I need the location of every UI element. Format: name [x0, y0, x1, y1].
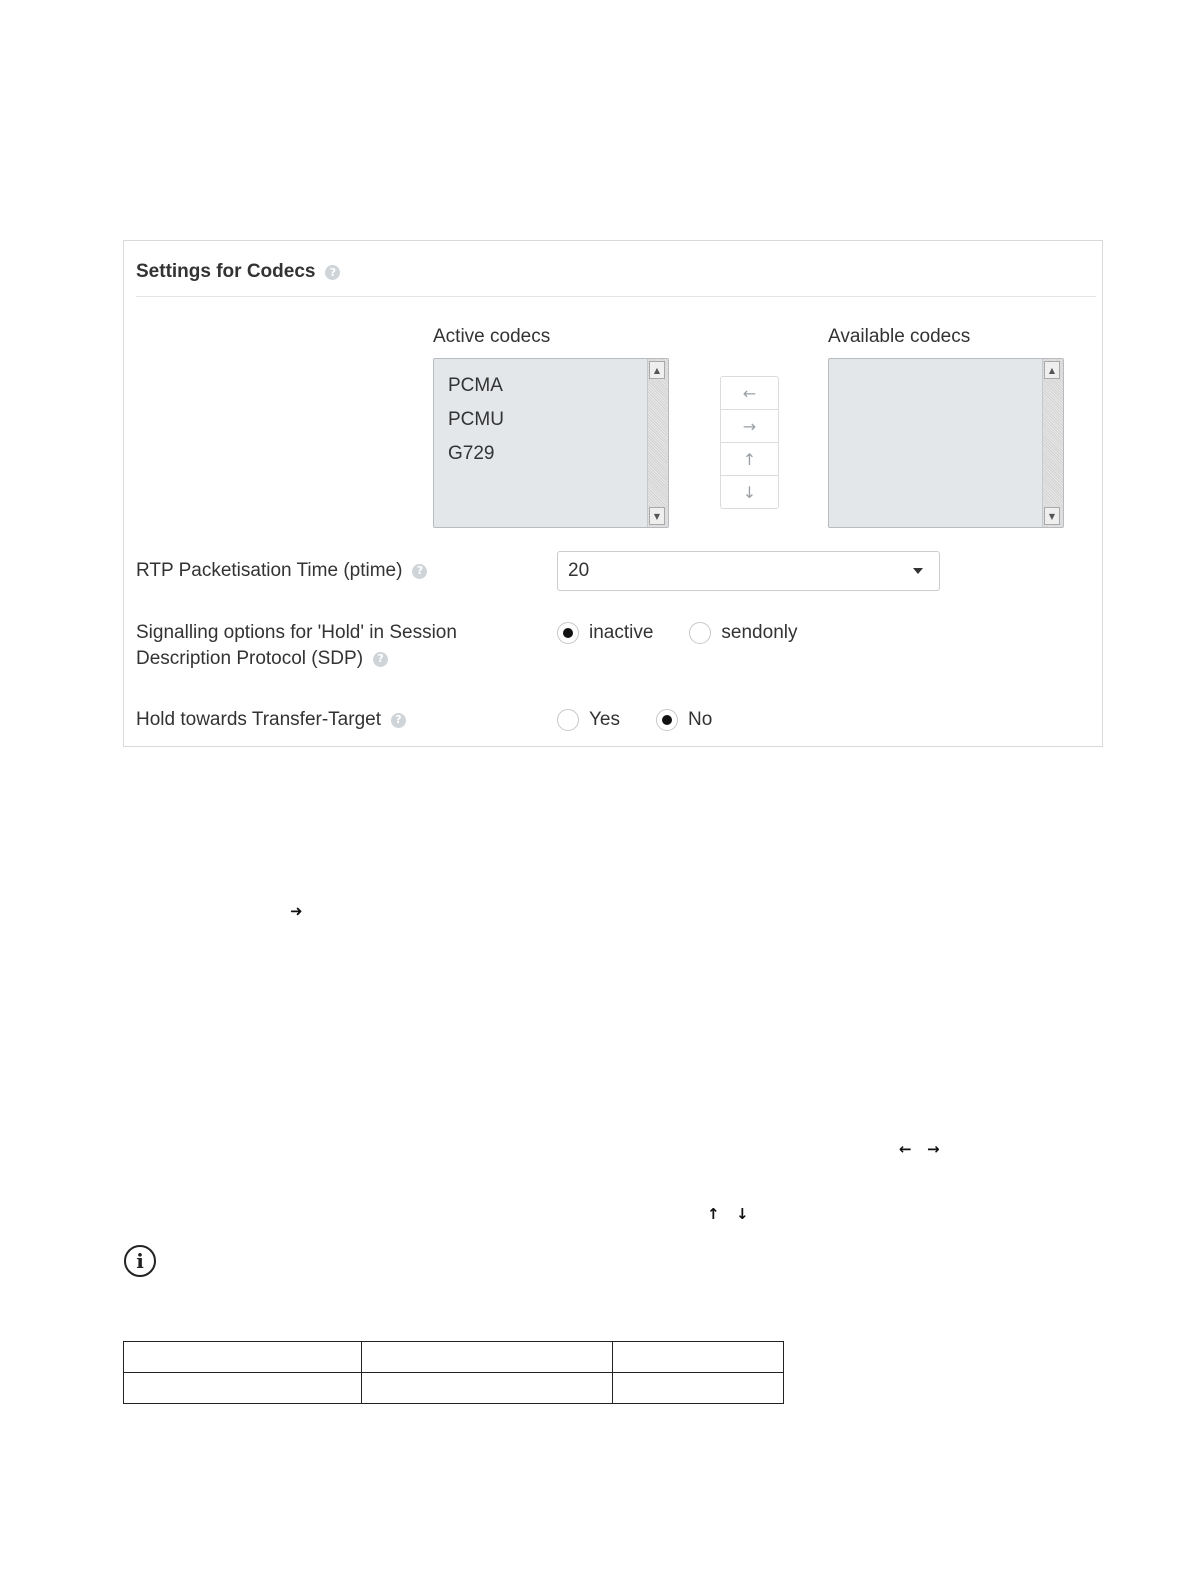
hold-sdp-label-line2-row: [136, 646, 457, 672]
ptime-value: 20: [568, 560, 590, 581]
table-row: [124, 1373, 784, 1404]
radio-label: Yes: [589, 709, 620, 730]
hold-sdp-label-line1: Signalling options for 'Hold' in Session: [136, 622, 457, 643]
scroll-down-icon[interactable]: ▼: [1044, 507, 1060, 525]
move-right-button[interactable]: →: [721, 410, 778, 443]
question-circle-icon[interactable]: ?: [391, 713, 406, 728]
available-codecs-label: Available codecs: [828, 326, 971, 347]
hold-sdp-option-sendonly[interactable]: [689, 622, 797, 644]
panel-title-text: Settings for Codecs: [136, 261, 316, 282]
active-codecs-list[interactable]: [433, 358, 669, 528]
table-row: [124, 1342, 784, 1373]
caret-down-icon: [913, 568, 923, 574]
hold-sdp-option-inactive[interactable]: [557, 622, 653, 644]
table-cell: [362, 1342, 613, 1373]
scroll-up-icon[interactable]: ▲: [649, 361, 665, 379]
table-cell: [613, 1373, 784, 1404]
hold-transfer-label-text: Hold towards Transfer-Target: [136, 709, 381, 730]
table-cell: [362, 1373, 613, 1404]
radio-yes[interactable]: [557, 709, 579, 731]
hold-sdp-radio-group: [557, 622, 833, 644]
ptime-label: [136, 558, 427, 584]
question-circle-icon[interactable]: ?: [325, 265, 340, 280]
codec-settings-panel: [123, 240, 1103, 747]
info-icon: i: [124, 1245, 156, 1277]
move-left-button[interactable]: ←: [721, 377, 778, 410]
hold-transfer-radio-group: [557, 709, 748, 731]
down-arrow-icon: ↓: [736, 1205, 749, 1223]
hold-transfer-option-yes[interactable]: [557, 709, 620, 731]
right-arrow-icon: →: [927, 1140, 940, 1158]
available-codecs-list[interactable]: [828, 358, 1064, 528]
question-circle-icon[interactable]: ?: [373, 652, 388, 667]
move-down-button[interactable]: ↓: [742, 482, 757, 502]
hold-transfer-option-no[interactable]: [656, 709, 712, 731]
move-up-button[interactable]: ↑: [721, 443, 778, 476]
ptime-select[interactable]: [557, 551, 940, 591]
radio-sendonly[interactable]: [689, 622, 711, 644]
arrow-right-icon: ➜: [290, 902, 303, 920]
active-codecs-label: Active codecs: [433, 326, 551, 347]
scroll-up-icon[interactable]: ▲: [1044, 361, 1060, 379]
question-circle-icon[interactable]: ?: [412, 564, 427, 579]
table-cell: [124, 1373, 362, 1404]
up-arrow-icon: ↑: [707, 1205, 720, 1223]
doc-table: [123, 1341, 784, 1404]
radio-no[interactable]: [656, 709, 678, 731]
ptime-label-text: RTP Packetisation Time (ptime): [136, 560, 403, 581]
table-cell: [613, 1342, 784, 1373]
hold-sdp-label: [136, 620, 457, 672]
available-codecs-scrollbar[interactable]: [1042, 359, 1063, 527]
radio-label: sendonly: [721, 622, 798, 643]
codec-move-buttons: [720, 376, 779, 509]
radio-label: inactive: [589, 622, 654, 643]
panel-divider: [136, 296, 1096, 297]
list-item-codec[interactable]: PCMU: [448, 409, 504, 430]
active-codecs-scrollbar[interactable]: [647, 359, 668, 527]
radio-label: No: [688, 709, 713, 730]
list-item-codec[interactable]: PCMA: [448, 375, 503, 396]
panel-title: [136, 261, 340, 283]
hold-transfer-label: [136, 707, 406, 733]
radio-inactive[interactable]: [557, 622, 579, 644]
hold-sdp-label-line2: Description Protocol (SDP): [136, 648, 364, 669]
scroll-down-icon[interactable]: ▼: [649, 507, 665, 525]
list-item-codec[interactable]: G729: [448, 443, 495, 464]
left-arrow-icon: ←: [899, 1140, 912, 1158]
table-cell: [124, 1342, 362, 1373]
